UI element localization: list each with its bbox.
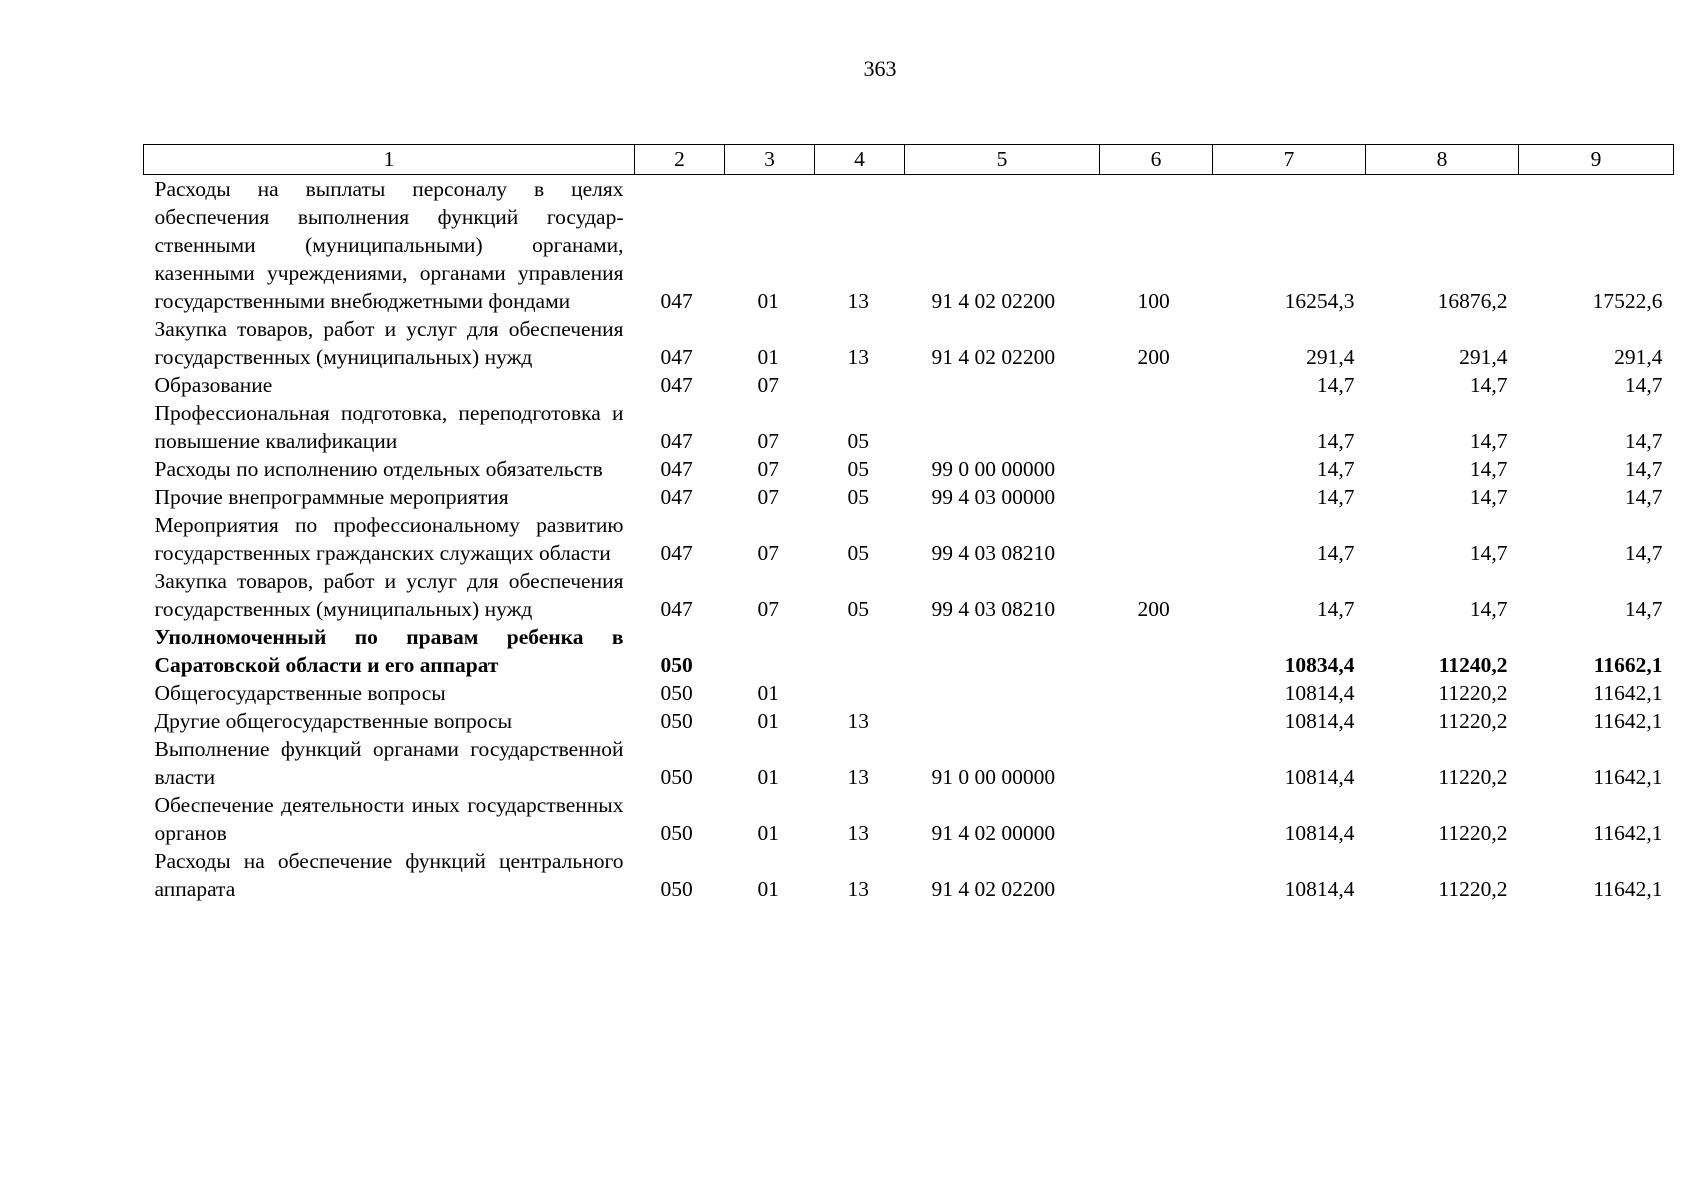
row-amount-col7: 14,7 [1316, 597, 1355, 621]
table-row [144, 455, 1674, 483]
row-expense-type [1100, 707, 1213, 735]
row-name: Расходы на выплаты персоналу в целях обеспечения выполнения функций государственными (муниципальными) органами, казенными учреждениями, органами управления государственными внебюджетными фондами [154, 177, 624, 313]
column-header-4: 4 [815, 145, 905, 175]
row-target-article [905, 679, 1100, 707]
row-department-code: 050 [660, 653, 693, 677]
row-amount-col9: 14,7 [1624, 541, 1663, 565]
row-expense-type [1100, 399, 1213, 455]
row-expense-type [1100, 455, 1213, 483]
column-header-1: 1 [144, 145, 635, 175]
row-amount-col9: 11642,1 [1593, 709, 1663, 733]
row-amount-col7: 14,7 [1316, 457, 1355, 481]
column-header-3: 3 [725, 145, 815, 175]
table-header [144, 145, 1674, 175]
row-expense-type [1100, 511, 1213, 567]
row-amount-col7: 14,7 [1316, 485, 1355, 509]
row-name: Профессиональная подготовка, переподготовка и повышение квалификации [154, 401, 624, 453]
row-target-article: 99 4 03 08210 [931, 541, 1056, 565]
row-amount-col9: 14,7 [1624, 429, 1663, 453]
row-subsection-code: 05 [847, 541, 869, 565]
row-expense-type: 100 [1137, 289, 1170, 313]
row-name: Расходы по исполнению отдельных обязательств [154, 457, 603, 481]
row-amount-col8: 11240,2 [1438, 653, 1508, 677]
row-department-code: 047 [660, 597, 693, 621]
row-amount-col7: 14,7 [1316, 541, 1355, 565]
table-row [144, 735, 1674, 791]
row-department-code: 047 [660, 485, 693, 509]
row-expense-type [1100, 483, 1213, 511]
row-target-article: 99 0 00 00000 [931, 457, 1056, 481]
row-amount-col7: 291,4 [1306, 345, 1355, 369]
row-amount-col8: 11220,2 [1438, 821, 1508, 845]
row-subsection-code: 13 [847, 709, 869, 733]
row-amount-col9: 14,7 [1624, 457, 1663, 481]
table-row [144, 371, 1674, 399]
row-amount-col8: 291,4 [1459, 345, 1508, 369]
row-department-code: 050 [660, 877, 693, 901]
row-amount-col8: 11220,2 [1438, 877, 1508, 901]
row-department-code: 047 [660, 457, 693, 481]
row-target-article [905, 371, 1100, 399]
column-header-9: 9 [1519, 145, 1674, 175]
row-target-article: 91 4 02 02200 [931, 345, 1056, 369]
row-target-article: 99 4 03 00000 [931, 485, 1056, 509]
row-amount-col7: 14,7 [1316, 429, 1355, 453]
row-department-code: 047 [660, 373, 693, 397]
row-section-code: 07 [757, 429, 779, 453]
page-number: 363 [863, 56, 897, 81]
row-section-code: 07 [757, 373, 779, 397]
table-row [144, 511, 1674, 567]
row-name: Образование [154, 373, 273, 397]
row-section-code: 01 [757, 289, 779, 313]
row-amount-col7: 10814,4 [1284, 765, 1355, 789]
row-department-code: 050 [660, 821, 693, 845]
table-body [144, 175, 1674, 904]
row-name: Общегосударственные вопросы [154, 681, 446, 705]
row-section-code: 07 [757, 597, 779, 621]
row-amount-col8: 14,7 [1469, 597, 1508, 621]
row-amount-col8: 11220,2 [1438, 681, 1508, 705]
row-amount-col9: 14,7 [1624, 597, 1663, 621]
row-subsection-code [815, 623, 905, 679]
row-name: Расходы на обеспечение функций центрального аппарата [154, 849, 624, 901]
row-expense-type [1100, 791, 1213, 847]
row-amount-col9: 11642,1 [1593, 681, 1663, 705]
row-section-code [725, 623, 815, 679]
table-row [144, 623, 1674, 679]
row-expense-type: 200 [1137, 597, 1170, 621]
table-row [144, 175, 1674, 316]
row-department-code: 047 [660, 541, 693, 565]
budget-table [143, 144, 1674, 903]
row-amount-col7: 10814,4 [1284, 709, 1355, 733]
row-subsection-code: 13 [847, 345, 869, 369]
row-expense-type [1100, 735, 1213, 791]
row-subsection-code: 05 [847, 457, 869, 481]
row-subsection-code [815, 679, 905, 707]
row-section-code: 01 [757, 345, 779, 369]
row-target-article: 91 0 00 00000 [931, 765, 1056, 789]
row-amount-col7: 10814,4 [1284, 877, 1355, 901]
row-target-article: 91 4 02 02200 [931, 289, 1056, 313]
row-subsection-code: 13 [847, 877, 869, 901]
row-section-code: 01 [757, 821, 779, 845]
column-header-5: 5 [905, 145, 1100, 175]
row-section-code: 01 [757, 681, 779, 705]
header-row [144, 145, 1674, 175]
row-amount-col7: 16254,3 [1284, 289, 1355, 313]
column-header-7: 7 [1213, 145, 1366, 175]
row-amount-col7: 10834,4 [1284, 653, 1355, 677]
row-amount-col8: 11220,2 [1438, 765, 1508, 789]
row-department-code: 047 [660, 345, 693, 369]
row-amount-col8: 14,7 [1469, 373, 1508, 397]
row-department-code: 047 [660, 289, 693, 313]
row-expense-type: 200 [1137, 345, 1170, 369]
row-department-code: 047 [660, 429, 693, 453]
row-department-code: 050 [660, 765, 693, 789]
row-amount-col7: 10814,4 [1284, 681, 1355, 705]
row-expense-type [1100, 679, 1213, 707]
table-row [144, 399, 1674, 455]
row-section-code: 01 [757, 709, 779, 733]
row-subsection-code: 05 [847, 485, 869, 509]
row-amount-col9: 14,7 [1624, 373, 1663, 397]
row-name: Уполномоченный по правам ребенка в Саратовской области и его аппарат [154, 625, 624, 677]
row-amount-col9: 14,7 [1624, 485, 1663, 509]
column-header-8: 8 [1366, 145, 1519, 175]
row-section-code: 07 [757, 457, 779, 481]
row-name: Выполнение функций органами государственной власти [154, 737, 624, 789]
table-row [144, 567, 1674, 623]
table-row [144, 483, 1674, 511]
row-subsection-code: 13 [847, 765, 869, 789]
row-name: Обеспечение деятельности иных государственных органов [154, 793, 624, 845]
row-amount-col8: 16876,2 [1437, 289, 1508, 313]
row-amount-col9: 11642,1 [1593, 877, 1663, 901]
row-target-article [905, 707, 1100, 735]
row-subsection-code: 13 [847, 289, 869, 313]
row-amount-col8: 14,7 [1469, 429, 1508, 453]
row-section-code: 01 [757, 765, 779, 789]
row-amount-col7: 14,7 [1316, 373, 1355, 397]
row-name: Закупка товаров, работ и услуг для обеспечения государственных (муниципальных) нужд [154, 569, 624, 621]
row-name: Прочие внепрограммные мероприятия [154, 485, 509, 509]
row-expense-type [1100, 623, 1213, 679]
row-amount-col8: 14,7 [1469, 541, 1508, 565]
row-amount-col7: 10814,4 [1284, 821, 1355, 845]
row-name: Мероприятия по профессиональному развитию государственных гражданских служащих области [154, 513, 624, 565]
column-header-2: 2 [635, 145, 725, 175]
row-section-code: 07 [757, 485, 779, 509]
row-target-article: 91 4 02 02200 [931, 877, 1056, 901]
row-amount-col9: 17522,6 [1592, 289, 1663, 313]
row-amount-col9: 291,4 [1614, 345, 1663, 369]
row-target-article [905, 399, 1100, 455]
row-subsection-code: 13 [847, 821, 869, 845]
row-department-code: 050 [660, 709, 693, 733]
table-row [144, 707, 1674, 735]
table-row [144, 315, 1674, 371]
row-name: Другие общегосударственные вопросы [154, 709, 513, 733]
row-expense-type [1100, 847, 1213, 903]
column-header-6: 6 [1100, 145, 1213, 175]
row-amount-col8: 14,7 [1469, 485, 1508, 509]
row-subsection-code: 05 [847, 429, 869, 453]
row-section-code: 01 [757, 877, 779, 901]
row-subsection-code [815, 371, 905, 399]
row-section-code: 07 [757, 541, 779, 565]
row-amount-col8: 14,7 [1469, 457, 1508, 481]
table-row [144, 791, 1674, 847]
row-expense-type [1100, 371, 1213, 399]
row-amount-col9: 11642,1 [1593, 821, 1663, 845]
row-target-article: 91 4 02 00000 [931, 821, 1056, 845]
row-amount-col9: 11642,1 [1593, 765, 1663, 789]
row-subsection-code: 05 [847, 597, 869, 621]
table-row [144, 847, 1674, 903]
row-amount-col9: 11662,1 [1593, 653, 1663, 677]
table-row [144, 679, 1674, 707]
row-target-article [905, 623, 1100, 679]
row-target-article: 99 4 03 08210 [931, 597, 1056, 621]
row-department-code: 050 [660, 681, 693, 705]
row-name: Закупка товаров, работ и услуг для обеспечения государственных (муниципальных) нужд [154, 317, 624, 369]
row-amount-col8: 11220,2 [1438, 709, 1508, 733]
